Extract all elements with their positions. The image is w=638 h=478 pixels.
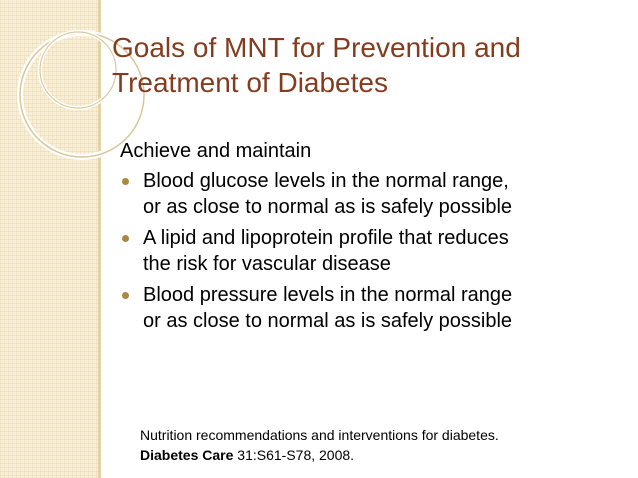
slide-body — [120, 138, 620, 339]
bullet-dot-icon — [122, 292, 129, 299]
bullet-line: A lipid and lipoprotein profile that reduces — [143, 227, 509, 249]
intro-text: Achieve and maintain — [120, 140, 312, 162]
bullet-item-blood-glucose — [120, 168, 620, 220]
slide-title — [112, 30, 622, 100]
goals-bullet-list — [120, 168, 620, 334]
citation — [140, 425, 620, 465]
bullet-dot-icon — [122, 178, 129, 185]
bullet-dot-icon — [122, 235, 129, 242]
bullet-line: or as close to normal as is safely possible — [143, 196, 513, 218]
citation-title: Nutrition recommendations and interventions for diabetes. — [140, 427, 499, 443]
bullet-item-lipid-profile — [120, 225, 620, 277]
bullet-item-blood-pressure — [120, 282, 620, 334]
citation-journal: Diabetes Care — [140, 447, 234, 463]
bullet-line: Blood pressure levels in the normal range — [143, 284, 513, 306]
bullet-line: or as close to normal as is safely possible — [143, 310, 513, 332]
bullet-line: Blood glucose levels in the normal range, — [143, 170, 509, 192]
citation-source — [140, 445, 620, 465]
citation-details: 31:S61-S78, 2008. — [233, 447, 355, 463]
bullet-line: the risk for vascular disease — [143, 253, 391, 275]
slide-title-line-1: Goals of MNT for Prevention and — [112, 32, 521, 63]
slide-title-line-2: Treatment of Diabetes — [112, 67, 388, 98]
